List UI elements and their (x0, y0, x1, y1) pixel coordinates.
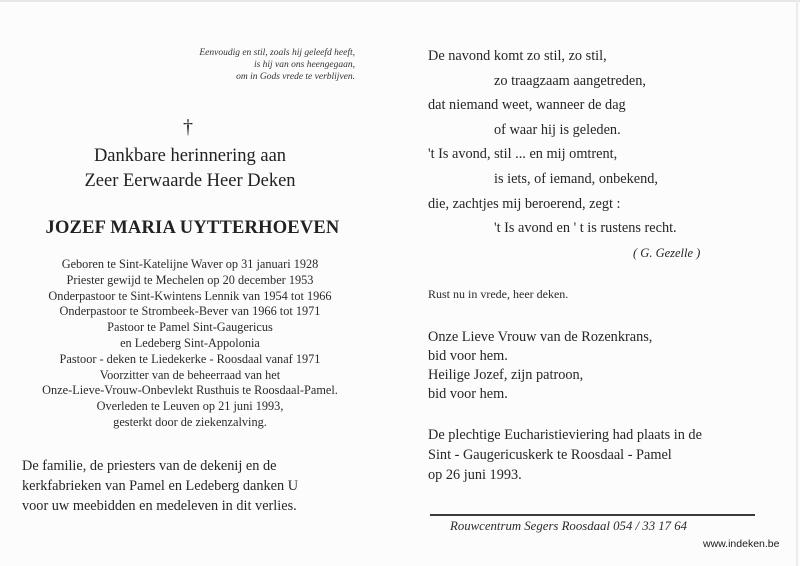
motto-line: om in Gods vrede te verblijven. (236, 72, 355, 82)
motto (150, 47, 355, 83)
motto-line: Eenvoudig en stil, zoals hij geleefd heeft, (199, 48, 355, 58)
poem-line: 't Is avond en ' t is rustens recht. (494, 220, 677, 237)
bio-line: gesterkt door de ziekenzalving. (113, 414, 267, 429)
funeral-home-footer: Rouwcentrum Segers Roosdaal 054 / 33 17 64 (450, 519, 688, 533)
cross-icon: † (183, 116, 193, 138)
funeral-mass-info (428, 425, 768, 485)
prayer-line: bid voor hem. (428, 348, 508, 364)
motto-line: is hij van ons heengegaan, (253, 60, 355, 70)
poem-attribution: ( G. Gezelle ) (633, 245, 701, 260)
poem-line: zo traagzaam aangetreden, (494, 72, 647, 89)
poem-line: is iets, of iemand, onbekend, (494, 170, 658, 187)
family-thanks (22, 456, 362, 516)
bio-line: Geboren te Sint-Katelijne Waver op 31 januari 1928 (61, 257, 319, 271)
thanks-line: kerkfabrieken van Pamel en Ledeberg danken U (22, 478, 299, 494)
poem-line: die, zachtjes mij beroerend, zegt : (428, 195, 621, 212)
mass-line: Sint - Gaugericuskerk te Roosdaal - Pamel (428, 447, 672, 463)
prayer (428, 328, 758, 404)
card-top-edge (0, 0, 800, 2)
prayer-line: Onze Lieve Vrouw van de Rozenkrans, (428, 329, 653, 345)
poem-line: of waar hij is geleden. (494, 121, 621, 138)
footer-divider (430, 514, 755, 516)
card-right-edge (796, 0, 798, 566)
prayer-line: bid voor hem. (428, 386, 508, 402)
poem-line: dat niemand weet, wanneer de dag (428, 97, 626, 114)
memorial-heading (40, 144, 340, 194)
bio-line: Priester gewijd te Mechelen op 20 december 1953 (66, 272, 314, 287)
bio-line: Onze-Lieve-Vrouw-Onbevlekt Rusthuis te Roosdaal-Pamel. (42, 383, 338, 398)
prayer-line: Heilige Jozef, zijn patroon, (428, 367, 584, 383)
bio-line: en Ledeberg Sint-Appolonia (120, 335, 260, 350)
mass-line: op 26 juni 1993. (428, 467, 522, 483)
poem-line: 't Is avond, stil ... en mij omtrent, (428, 146, 618, 163)
mass-line: De plechtige Eucharistieviering had plaats in de (428, 427, 702, 443)
thanks-line: De familie, de priesters van de dekenij en de (22, 458, 277, 474)
bio-line: Pastoor te Pamel Sint-Gaugericus (107, 320, 273, 335)
poem (428, 44, 728, 265)
rest-in-peace-line: Rust nu in vrede, heer deken. (428, 287, 569, 301)
thanks-line: voor uw meebidden en medeleven in dit verlies. (22, 498, 297, 514)
bio-line: Voorzitter van de beheerraad van het (99, 367, 281, 382)
poem-line: De navond komt zo stil, zo stil, (428, 48, 607, 64)
heading-line: Dankbare herinnering aan (93, 146, 287, 166)
bio-line: Overleden te Leuven op 21 juni 1993, (96, 399, 284, 414)
site-watermark: www.indeken.be (703, 538, 780, 550)
bio-line: Pastoor - deken te Liedekerke - Roosdaal vanaf 1971 (59, 351, 321, 366)
bio-line: Onderpastoor te Strombeek-Bever van 1966 tot 1971 (59, 304, 321, 319)
heading-line: Zeer Eerwaarde Heer Deken (84, 171, 296, 191)
biography (25, 257, 355, 431)
bio-line: Onderpastoor te Sint-Kwintens Lennik van 1954 tot 1966 (48, 288, 332, 303)
deceased-name: JOZEF MARIA UYTTERHOEVEN (45, 218, 340, 238)
